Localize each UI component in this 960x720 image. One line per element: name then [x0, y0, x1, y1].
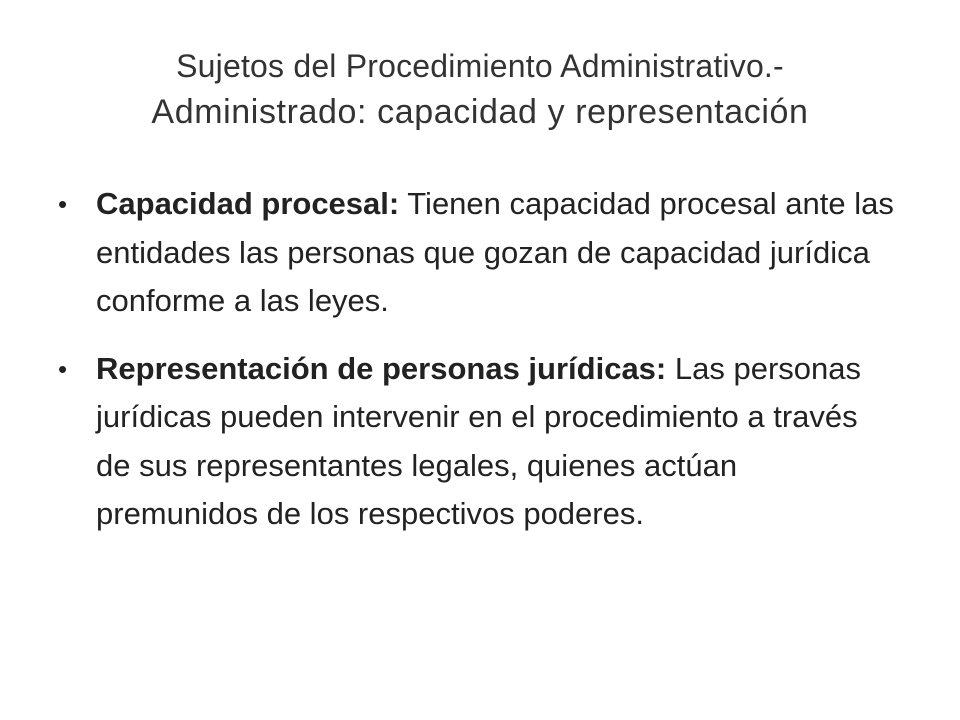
- bullet-term: Capacidad procesal:: [96, 186, 400, 221]
- slide-title: [60, 44, 900, 136]
- bullet-term: Representación de personas jurídicas:: [96, 350, 667, 386]
- title-line-1: Sujetos del Procedimiento Administrativo.-: [176, 48, 784, 84]
- bullet-text: Tienen capacidad procesal ante las entidades las personas que gozan de capacidad jurídica conforme a las leyes.: [96, 186, 894, 318]
- bullet-item-representacion: [58, 345, 898, 539]
- bullet-list: [58, 180, 898, 558]
- bullet-text: Las personas jurídicas pueden intervenir en el procedimiento a través de sus representantes legales, quienes actúan premunidos de los respectivos poderes.: [96, 350, 861, 531]
- bullet-item-capacidad-procesal: [58, 180, 898, 326]
- bullet-dot-icon: •: [58, 353, 68, 384]
- bullet-dot-icon: •: [58, 189, 68, 219]
- title-line-2: Administrado: capacidad y representación: [151, 93, 809, 131]
